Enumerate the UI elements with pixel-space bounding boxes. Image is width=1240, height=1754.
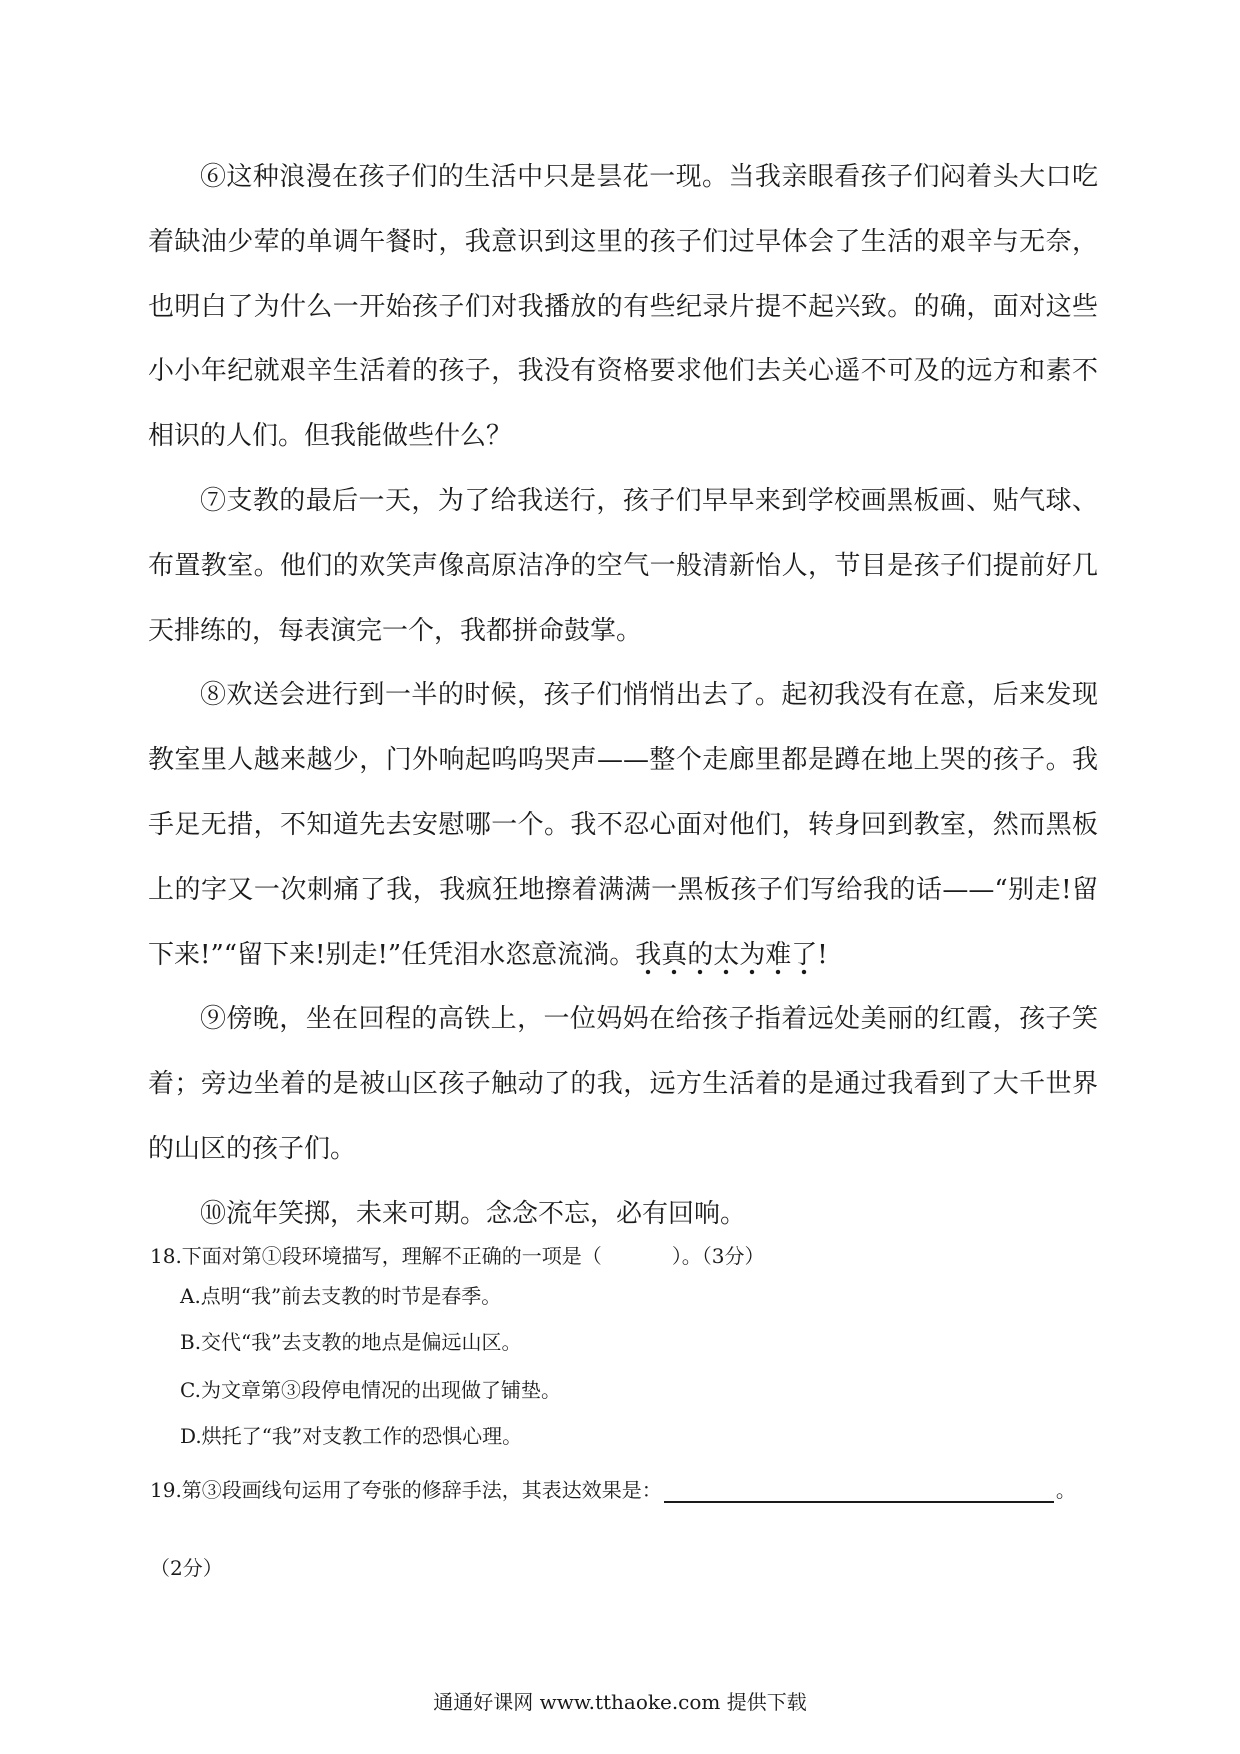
footer-credit: 通通好课网 www.tthaoke.com 提供下载 (433, 1690, 807, 1714)
emphasis-dotted-text: 我真的太为难了 (635, 940, 817, 976)
emphasis-sentence (635, 940, 817, 970)
essay-body (148, 145, 1098, 1247)
question-18-stem (150, 1240, 765, 1269)
question-19-stem-text: 19.第③段画线句运用了夸张的修辞手法，其表达效果是： (150, 1478, 662, 1502)
question-19-period: 。 (1055, 1478, 1076, 1502)
question-18-option-a: A.点明“我”前去支教的时节是春季。 (180, 1284, 502, 1308)
question-19-stem (150, 1474, 1076, 1503)
question-19-points: （2分） (150, 1556, 223, 1580)
paragraph-7: ⑦支教的最后一天，为了给我送行，孩子们早早来到学校画黑板画、贴气球、布置教室。他们的欢笑声像高原洁净的空气一般清新怡人，节目是孩子们提前好几天排练的，每表演完一个，我都拼命鼓掌。 (148, 485, 1098, 646)
paragraph-6: ⑥这种浪漫在孩子们的生活中只是昙花一现。当我亲眼看孩子们闷着头大口吃着缺油少荤的单调午餐时，我意识到这里的孩子们过早体会了生活的艰辛与无奈，也明白了为什么一开始孩子们对我播放的有些纪录片提不起兴致。的确，面对这些小小年纪就艰辛生活着的孩子，我没有资格要求他们去关心遥不可及的远方和素不相识的人们。但我能做些什么？ (148, 162, 1098, 452)
paragraph-8-end: ! (817, 939, 828, 970)
paragraph-8-text: ⑧欢送会进行到一半的时候，孩子们悄悄出去了。起初我没有在意，后来发现教室里人越来越少，门外响起呜呜哭声——整个走廊里都是蹲在地上哭的孩子。我手足无措，不知道先去安慰哪一个。我不忍心面对他们，转身回到教室，然而黑板上的字又一次刺痛了我，我疯狂地擦着满满一黑板孩子们写给我的话——“别走!留下来!”“留下来!别走!”任凭泪水恣意流淌。 (148, 680, 1098, 970)
question-18-points: ）。（3分） (671, 1244, 765, 1268)
question-18-option-b: B.交代“我”去支教的地点是偏远山区。 (180, 1330, 522, 1354)
question-18-option-c: C.为文章第③段停电情况的出现做了铺垫。 (180, 1378, 561, 1402)
paragraph-10: ⑩流年笑掷，未来可期。念念不忘，必有回响。 (200, 1198, 747, 1229)
question-18-stem-text: 18.下面对第①段环境描写，理解不正确的一项是（ (150, 1244, 602, 1268)
question-18-option-d: D.烘托了“我”对支教工作的恐惧心理。 (180, 1424, 523, 1448)
paragraph-9: ⑨傍晚，坐在回程的高铁上，一位妈妈在给孩子指着远处美丽的红霞，孩子笑着；旁边坐着的是被山区孩子触动了的我，远方生活着的是通过我看到了大千世界的山区的孩子们。 (148, 1004, 1098, 1164)
paragraph-8 (148, 663, 1098, 987)
answer-line (664, 1479, 1054, 1503)
